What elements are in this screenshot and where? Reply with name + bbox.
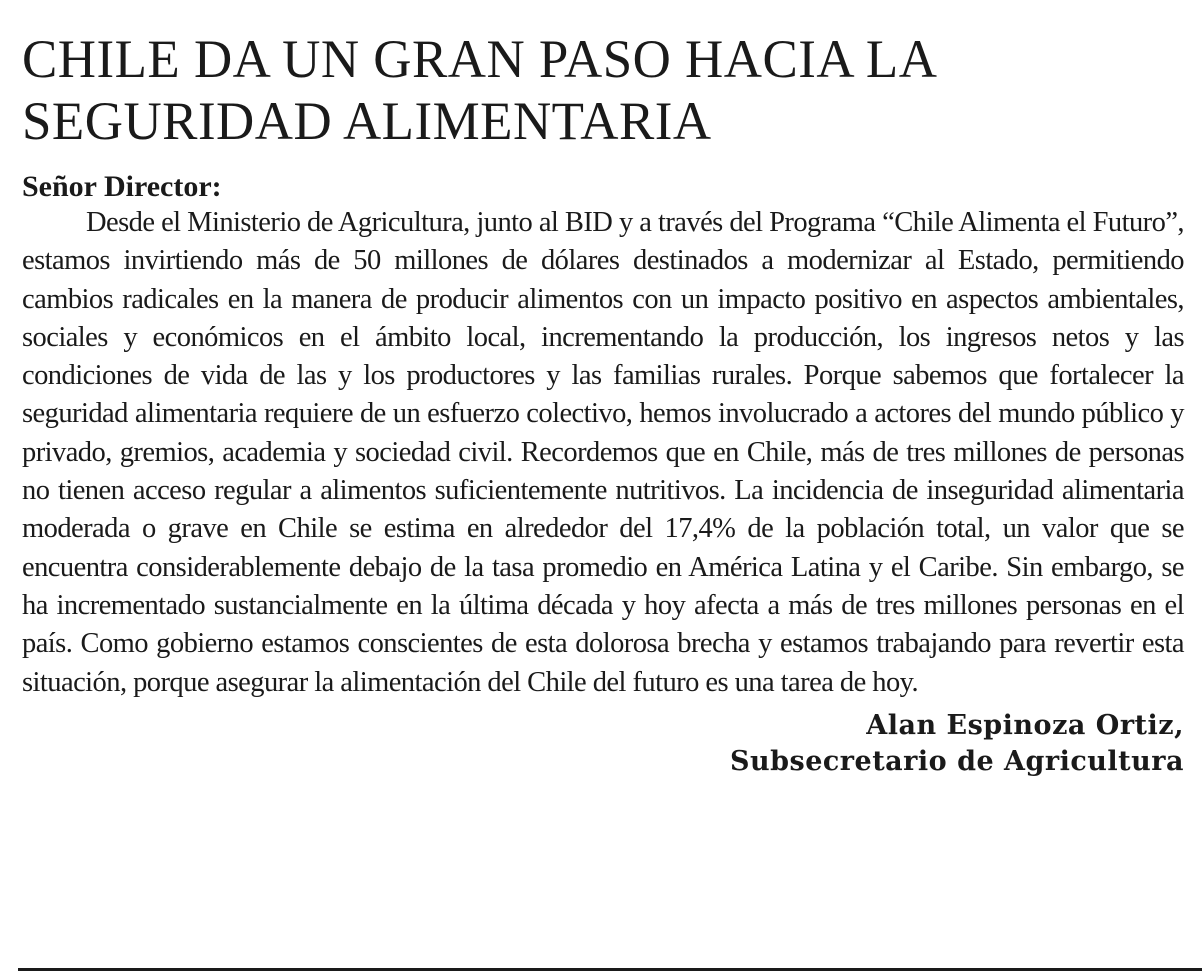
salutation: Señor Director:	[22, 170, 222, 203]
letter-article	[22, 28, 1184, 780]
signature-name: Alan Espinoza Ortiz,	[866, 709, 1184, 741]
signature-title: Subsecretario de Agricultura	[729, 745, 1184, 777]
signature-block	[22, 708, 1184, 780]
letter-body: Desde el Ministerio de Agricultura, junto al BID y a través del Programa “Chile Alimenta el Futuro”, estamos invirtiendo más de 50 millones de dólares destinados a modernizar al Estado, permitiendo cambios radicales en la manera de producir alimentos con un impacto positivo en aspectos ambientales, sociales y económicos en el ámbito local, incrementando la producción, los ingresos netos y las condiciones de vida de las y los productores y las familias rurales. Porque sabemos que fortalecer la seguridad alimentaria requiere de un esfuerzo colectivo, hemos involucrado a actores del mundo público y privado, gremios, academia y sociedad civil. Recordemos que en Chile, más de tres millones de personas no tienen acceso regular a alimentos suficientemente nutritivos. La incidencia de inseguridad alimentaria moderada o grave en Chile se estima en alrededor del 17,4% de la población total, un valor que se encuentra considerablemente debajo de la tasa promedio en América Latina y el Caribe. Sin embargo, se ha incrementado sustancialmente en la última década y hoy afecta a más de tres millones personas en el país. Como gobierno estamos conscientes de esta dolorosa brecha y estamos trabajando para revertir esta situación, porque asegurar la alimentación del Chile del futuro es una tarea de hoy.	[22, 207, 1184, 698]
headline: CHILE DA UN GRAN PASO HACIA LA SEGURIDAD ALIMENTARIA	[22, 29, 935, 151]
bottom-divider	[18, 968, 1202, 971]
